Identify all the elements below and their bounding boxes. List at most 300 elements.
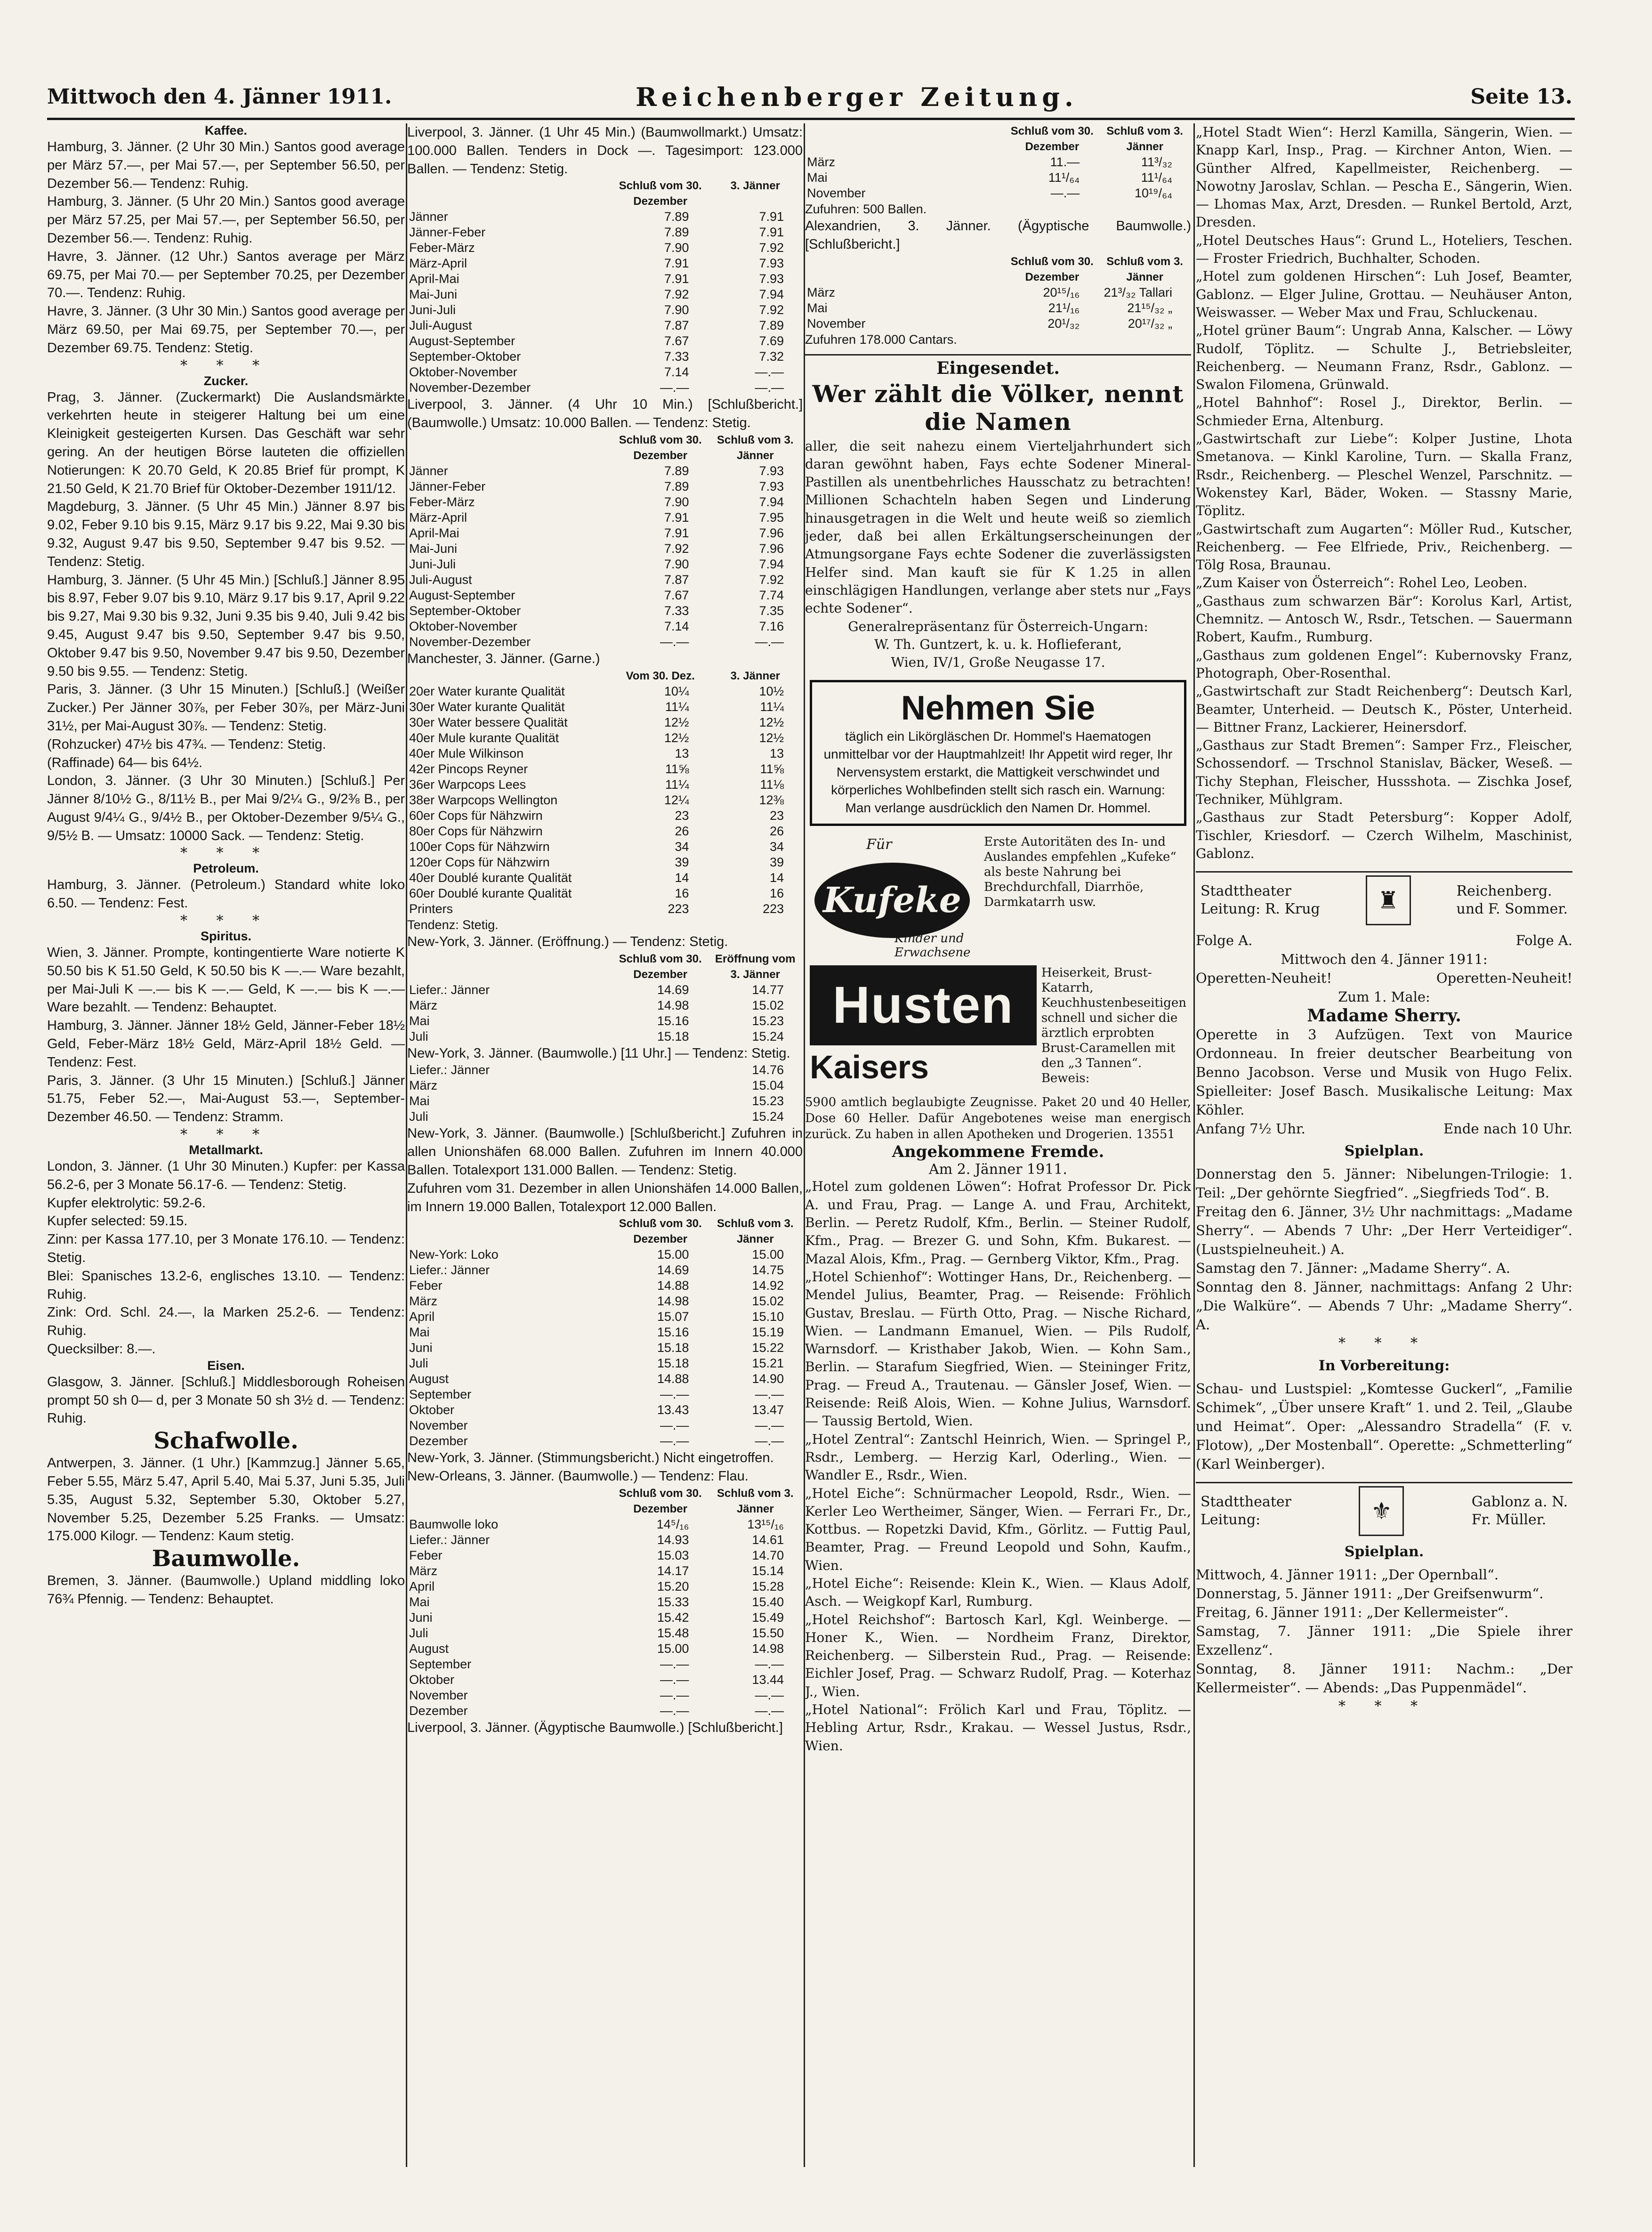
market-report: Wien, 3. Jänner. Prompte, kontingentierte Ware notierte K 50.50 bis K 51.50 Geld, K 50.50 bis K —.— Ware bezahlt, per Mai-Juli K —.— bis K —.— Geld, K —.— bis K —.— Ware bezahlt. — Tendenz: Behauptet.: [47, 945, 405, 1015]
quote-value: 7.90: [664, 241, 689, 255]
masthead: Reichenberger Zeitung.: [636, 82, 1078, 112]
quote-value: 7.14: [664, 365, 689, 380]
column-header: Eröffnung vom 3. Jänner: [715, 952, 796, 981]
column-header: Schluß vom 30. Dezember: [619, 1217, 702, 1246]
arrivals-entry: „Hotel National“: Frölich Karl und Frau, Töplitz. — Hebling Artur, Rsdr., Krakau. — Wessel Justus, Rsdr., Wien.: [805, 1702, 1191, 1754]
arrivals-entry: „Gastwirtschaft zur Stadt Reichenberg“: Deutsch Karl, Beamter, Unterheid. — Deutsch K., Pöster, Unterheid. — Bittner Franz, Lackierer, Heinersdorf.: [1196, 683, 1572, 735]
row-label: 36er Warpcops Lees: [409, 777, 526, 792]
row-label: Baumwolle loko: [409, 1517, 499, 1531]
quote-value: —.—: [660, 1418, 689, 1433]
preparation-text: Schau- und Lustspiel: „Komtesse Guckerl“, „Familie Schimek“, „Über unsere Kraft“ 1. und 2. Teil, „Glaube und Heimat“. Oper: „Alessandro Stradella“ (F. v. Flotow), „Der Mostenball“. Operette: „Schmetterling“ (Karl Weinberger).: [1196, 1381, 1572, 1472]
table-row: [805, 285, 1191, 300]
row-label: März: [409, 1294, 437, 1309]
arrivals-entry: „Hotel zum goldenen Hirschen“: Luh Josef, Beamter, Gablonz. — Elger Juline, Grottau. — Neuhäuser Anton, Weiswasser. — Weber Max und Frau, Schluckenau.: [1196, 268, 1572, 320]
row-label: März: [807, 155, 835, 169]
schedule-entry: Freitag, 6. Jänner 1911: „Der Kellermeister“.: [1196, 1604, 1509, 1621]
table-row: [407, 1657, 803, 1672]
column-ads: [805, 123, 1191, 1755]
quote-value: 21¹⁵/₃₂ „: [1127, 300, 1172, 315]
quote-value: —.—: [755, 1418, 784, 1433]
quote-value: 7.93: [759, 463, 784, 478]
schedule-title: Spielplan.: [1344, 1143, 1424, 1160]
section-title: Metallmarkt.: [189, 1143, 263, 1157]
quote-value: 7.67: [664, 588, 689, 602]
quote-table: [805, 254, 1191, 332]
quote-value: 15.14: [752, 1563, 784, 1578]
quote-value: 15.42: [657, 1610, 689, 1625]
table-row: [407, 333, 803, 349]
quote-value: 14.98: [657, 1294, 689, 1309]
quote-value: 7.91: [664, 256, 689, 271]
market-report: Kupfer elektrolytic: 59.2-6.: [47, 1195, 206, 1211]
separator-stars: * * *: [180, 357, 272, 374]
quote-value: 15.22: [752, 1341, 784, 1355]
quote-value: 34: [675, 839, 689, 854]
quote-value: 15.24: [752, 1109, 784, 1124]
table-row: [407, 225, 803, 240]
row-label: Juni: [409, 1341, 433, 1355]
table-row: [407, 240, 803, 256]
theater-header-reichenberg: [1196, 871, 1572, 928]
row-label: Printers: [409, 901, 453, 916]
schedule-entry: Freitag den 6. Jänner, 3½ Uhr nachmittags: „Madame Sherry“. — Abends 7 Uhr: „Der Herr Verteidiger“. (Lustspielneuheit.) A.: [1196, 1204, 1572, 1258]
row-label: 20er Water kurante Qualität: [409, 684, 565, 698]
quote-value: 23: [675, 808, 689, 823]
table-row: [407, 287, 803, 302]
row-label: Feber: [409, 1278, 443, 1293]
row-label: April-Mai: [409, 272, 459, 286]
row-label: Liefer.: Jänner: [409, 982, 490, 997]
table-row: [407, 1688, 803, 1703]
row-label: Mai: [409, 1594, 430, 1609]
quote-value: 12½: [664, 715, 689, 729]
row-label: Mai-Juni: [409, 541, 458, 556]
quote-value: 11⅛: [760, 777, 784, 792]
logo-tag: Für: [866, 836, 892, 853]
table-row: [407, 256, 803, 271]
schedule-entry: Donnerstag den 5. Jänner: Nibelungen-Trilogie: 1. Teil: „Der gehörnte Siegfried“. „Siegfrieds Tod“. B.: [1196, 1166, 1572, 1201]
table-row: [407, 557, 803, 572]
quote-value: 12½: [664, 730, 689, 745]
advert-text: 5900 amtlich beglaubigte Zeugnisse. Paket 20 und 40 Heller, Dose 60 Heller. Dafür Angebotenes weise man energisch zurück. Zu haben in allen Apotheken und Drogerien. 13551: [805, 1095, 1191, 1142]
quote-value: 12½: [759, 730, 784, 745]
quote-value: 15.03: [657, 1548, 689, 1562]
row-label: November: [409, 1418, 468, 1433]
row-label: November-Dezember: [409, 380, 531, 395]
quote-value: 14.69: [657, 1263, 689, 1278]
row-label: Oktober: [409, 1672, 455, 1687]
table-row: [407, 901, 803, 917]
column-header: Vom 30. Dez.: [626, 669, 695, 682]
market-report: Liverpool, 3. Jänner. (4 Uhr 10 Min.) [Schlußbericht.] (Baumwolle.) Umsatz: 10.000 Ballen. — Tendenz: Stetig.: [407, 397, 803, 431]
quote-value: [613, 1078, 708, 1093]
quote-value: 7.90: [664, 303, 689, 317]
market-report: New-York, 3. Jänner. (Baumwolle.) [Schlußbericht.] Zufuhren in allen Unionshäfen 68.000 Ballen. Zufuhren im Innern 40.000 Ballen. Totalexport 131.000 Ballen. — Tendenz: Stetig.: [407, 1126, 803, 1178]
arrivals-entry: „Hotel Zentral“: Zantschl Heinrich, Wien. — Springel P., Rsdr., Lemberg. — Herzig Karl, Oderling., Wien. — Wandler E., Rsdr., Wien.: [805, 1431, 1191, 1483]
market-report: Havre, 3. Jänner. (12 Uhr.) Santos average per März 69.75, per Mai 70.— per September 70.25, per Dezember 70.—. Tendenz: Ruhig.: [47, 249, 405, 301]
quote-table: [407, 1216, 803, 1449]
market-report: Zinn: per Kassa 177.10, per 3 Monate 176.10. — Tendenz: Stetig.: [47, 1232, 405, 1266]
row-label: 60er Doublé kurante Qualität: [409, 886, 572, 900]
row-label: Juni: [409, 1610, 433, 1625]
quote-value: 20¹⁵/₁₆: [1043, 285, 1080, 299]
table-row: [407, 1625, 803, 1641]
quote-value: 7.91: [664, 526, 689, 540]
table-row: [407, 1262, 803, 1278]
row-label: 38er Warpcops Wellington: [409, 793, 558, 807]
quote-value: 15.49: [752, 1610, 784, 1625]
column-header: [407, 668, 613, 684]
column-header: Schluß vom 30. Dezember: [619, 1487, 702, 1515]
quote-value: 10½: [759, 684, 784, 698]
page-number: Seite 13.: [1470, 85, 1572, 109]
separator-stars: * * *: [180, 845, 272, 862]
column-header: Schluß vom 30. Dezember: [1010, 255, 1094, 283]
advert-text: Erste Autoritäten des In- und Auslandes empfehlen „Kufeke“ als beste Nahrung bei Brechdurchfall, Diarrhöe, Darmkatarrh usw.: [984, 835, 1177, 910]
column-header: Schluß vom 3. Jänner: [1106, 125, 1183, 153]
quote-value: —.—: [755, 634, 784, 649]
quote-value: 11¼: [760, 699, 784, 714]
row-label: Mai: [807, 300, 828, 315]
quote-value: 7.93: [759, 272, 784, 286]
theater-management: Leitung: R. Krug: [1201, 901, 1320, 918]
quote-value: [613, 1109, 708, 1124]
table-row: [407, 839, 803, 855]
quote-value: 7.67: [664, 334, 689, 348]
row-label: 100er Cops für Nähzwirn: [409, 839, 550, 854]
quote-value: 11⅝: [665, 761, 689, 776]
quote-value: 16: [675, 886, 689, 900]
row-label: März: [807, 285, 835, 299]
schedule-entry: Donnerstag, 5. Jänner 1911: „Der Greifsenwurm“.: [1196, 1585, 1544, 1602]
arrivals-entry: „Gastwirtschaft zur Liebe“: Kolper Justine, Lhota Smetanova. — Kinkl Karoline, Turn. — Skalla Franz, Rsdr., Reichenberg. — Pleschel Wenzel, Parschnitz. — Wokenstey Karl, Bäder, Woken. — Stassny Marie, Töplitz.: [1196, 431, 1572, 519]
quote-value: 13.47: [752, 1403, 784, 1417]
theater-label: Stadttheater: [1201, 883, 1291, 900]
advert-hommel: [810, 680, 1186, 826]
row-label: Mai: [409, 1094, 430, 1108]
market-report: (Rohzucker) 47½ bis 47¾. — Tendenz: Stetig.: [47, 736, 326, 752]
quote-value: 14.98: [657, 998, 689, 1012]
quote-value: 11⅝: [760, 761, 784, 776]
table-row: [407, 777, 803, 793]
row-label: New-York: Loko: [409, 1247, 499, 1262]
quote-value: 13¹⁵/₁₆: [747, 1517, 784, 1531]
novelty-label: Operetten-Neuheit!: [1196, 970, 1332, 987]
row-label: Juni-Juli: [409, 303, 456, 317]
separator-stars: * * *: [1338, 1335, 1430, 1352]
notice-text: aller, die seit nahezu einem Vierteljahrhundert sich daran gewöhnt haben, Fays echte Sodener Mineral-Pastillen als unentbehrliches Hausschatz zu betrachten! Millionen Schachteln haben Segen und Linderung hinausgetragen in die Welt und heute weiß so ziemlich jeder, daß bei allen Erkältungserscheinungen der Atmungsorgane Fays echte Sodener die zuverlässigsten Helfer sind. Man kauft sie für K 1.25 in allen einschlägigen Handlungen, verlange aber stets nur „Fays echte Sodener“.: [805, 438, 1191, 616]
row-label: Juli: [409, 1109, 428, 1124]
section-title: Kaffee.: [204, 123, 248, 137]
quote-value: 7.14: [664, 619, 689, 633]
quote-value: 15.18: [657, 1341, 689, 1355]
quote-value: 15.20: [657, 1579, 689, 1593]
table-row: [407, 318, 803, 333]
row-label: Mai: [807, 170, 828, 185]
quote-value: 39: [675, 855, 689, 869]
market-report: Hamburg, 3. Jänner. (2 Uhr 30 Min.) Santos good average per März 57.—, per Mai 57.—, per September 56.50, per Dezember 56.— Tendenz: Ruhig.: [47, 139, 405, 191]
table-row: [407, 1093, 803, 1109]
quote-value: —.—: [755, 1688, 784, 1702]
table-row: [407, 634, 803, 650]
quote-value: —.—: [660, 380, 689, 395]
table-row: [805, 170, 1191, 186]
arrivals-entry: „Hotel zum goldenen Löwen“: Hofrat Professor Dr. Pick A. und Frau, Prag. — Lange A. und Frau, Architekt, Berlin. — Peretz Rudolf, Kfm., Berlin. — Steiner Rudolf, Kfm., Prag. — Brezer G. und Sohn, Kfm. Bukarest. — Mazal Alois, Kfm., Prag. — Gernberg Viktor, Kfm., Prag.: [805, 1179, 1191, 1267]
quote-value: 16: [769, 886, 784, 900]
separator-stars: * * *: [180, 913, 272, 930]
table-row: [407, 1309, 803, 1325]
quote-value: 14.75: [752, 1263, 784, 1278]
table-row: [407, 1078, 803, 1093]
table-row: [407, 699, 803, 715]
column-header: [407, 1486, 613, 1517]
row-label: Liefer.: Jänner: [409, 1263, 490, 1278]
quote-value: 15.19: [752, 1325, 784, 1340]
quote-value: 15.02: [752, 1294, 784, 1309]
quote-value: 13: [769, 746, 784, 760]
table-row: [407, 808, 803, 824]
quote-value: —.—: [660, 1688, 689, 1702]
row-label: 120er Cops für Nähzwirn: [409, 855, 550, 869]
schedule-entry: Sonntag, 8. Jänner 1911: Nachm.: „Der Kellermeister“. — Abends: „Das Puppenmädel“.: [1196, 1661, 1572, 1696]
row-label: 40er Doublé kurante Qualität: [409, 870, 572, 885]
row-label: Jänner: [409, 210, 448, 224]
table-row: [407, 1610, 803, 1625]
market-report: Alexandrien, 3. Jänner. (Ägyptische Baumwolle.) [Schlußbericht.]: [805, 218, 1191, 252]
notice-label: Eingesendet.: [936, 358, 1060, 378]
arrivals-entry: „Gasthaus zum goldenen Engel“: Kubernovsky Franz, Photograph, Ober-Rosenthal.: [1196, 647, 1572, 681]
quote-value: 7.91: [664, 510, 689, 525]
header-rule: [47, 118, 1575, 120]
theater-name: [1201, 1493, 1291, 1529]
column-header: Schluß vom 30. Dezember: [1010, 125, 1094, 153]
row-label: Liefer.: Jänner: [409, 1532, 490, 1547]
row-label: 60er Cops für Nähzwirn: [409, 808, 543, 823]
quote-value: 15.16: [657, 1325, 689, 1340]
quote-value: 7.89: [759, 318, 784, 333]
row-label: November: [409, 1688, 468, 1702]
quote-value: 10¹⁹/₆₄: [1135, 186, 1172, 200]
theater-city-label: Gablonz a. N.: [1471, 1494, 1568, 1511]
quote-value: 15.50: [752, 1625, 784, 1640]
table-row: [407, 793, 803, 808]
arrivals-entry: „Hotel Deutsches Haus“: Grund L., Hoteliers, Teschen. — Froster Friedrich, Buchhalter, Schoden.: [1196, 232, 1572, 267]
market-report: New-York, 3. Jänner. (Eröffnung.) — Tendenz: Stetig.: [407, 934, 728, 949]
market-report: Quecksilber: 8.—.: [47, 1342, 156, 1357]
theater-management: Fr. Müller.: [1471, 1512, 1547, 1528]
quote-value: 14: [675, 870, 689, 885]
quote-value: —.—: [1050, 186, 1080, 200]
arrivals-entry: „Zum Kaiser von Österreich“: Rohel Leo, Leoben.: [1196, 575, 1528, 591]
play-title: Madame Sherry.: [1307, 1006, 1461, 1026]
table-row: [407, 541, 803, 557]
column-header: [407, 432, 613, 463]
quote-value: —.—: [660, 1672, 689, 1687]
quote-table: [407, 668, 803, 917]
table-row: [407, 1563, 803, 1579]
quote-value: 7.95: [759, 510, 784, 525]
market-report: Havre, 3. Jänner. (3 Uhr 30 Min.) Santos good average per März 69.50, per Mai 69.75, per September 70.—, per Dezember 69.75. Tendenz: Stetig.: [47, 304, 405, 356]
quote-value: 7.92: [759, 241, 784, 255]
column-header: Schluß vom 30. Dezember: [619, 179, 702, 208]
quote-value: —.—: [755, 1434, 784, 1448]
quote-value: 7.90: [664, 557, 689, 571]
theater-program: [1196, 931, 1572, 1473]
column-header: [805, 123, 1006, 154]
row-label: Feber: [409, 1548, 443, 1562]
column-header: [805, 254, 1006, 285]
row-label: Juli: [409, 1356, 428, 1371]
end-time: Ende nach 10 Uhr.: [1443, 1121, 1572, 1137]
arrivals-entry: „Gasthaus zum schwarzen Bär“: Korolus Karl, Artist, Chemnitz. — Antosch W., Rsdr., Tetschen. — Sauermann Robert, Kaufm., Rumburg.: [1196, 593, 1572, 645]
column-header: Schluß vom 3. Jänner: [717, 1217, 794, 1246]
column-header: Schluß vom 30. Dezember: [619, 952, 702, 981]
market-report: Liverpool, 3. Jänner. (1 Uhr 45 Min.) (Baumwollmarkt.) Umsatz: 100.000 Ballen. Tenders in Dock —. Tagesimport: 123.000 Ballen. — Tendenz: Stetig.: [407, 125, 803, 177]
quote-value: 14.77: [752, 982, 784, 997]
quote-value: 13.43: [657, 1403, 689, 1417]
row-label: Jänner: [409, 463, 448, 478]
theater-program: [1196, 1543, 1572, 1716]
market-report: Prag, 3. Jänner. (Zuckermarkt) Die Auslandsmärkte verkehrten heute in steigerer Haltung bei um eine Kleinigkeit gesteigerten Kursen. Das Geschäft war sehr gering. An der heutigen Börse lauteten die offiziellen Notierungen: K 20.70 Geld, K 20.85 Brief für prompt, K 21.50 Geld, K 21.70 Brief für Oktober-Dezember 1911/12.: [47, 389, 405, 496]
page-header: [47, 80, 1572, 118]
row-label: Juli-August: [409, 318, 472, 333]
theater-header-gablonz: [1196, 1482, 1572, 1539]
market-report: (Raffinade) 64— bis 64½.: [47, 755, 202, 770]
quote-value: 7.94: [759, 557, 784, 571]
row-label: März: [409, 1563, 437, 1578]
arrivals-entry: „Gastwirtschaft zum Augarten“: Möller Rud., Kutscher, Reichenberg. — Fee Elfriede, Priv., Reichenberg. — Tölg Rosa, Braunau.: [1196, 521, 1572, 573]
arrivals-entry: „Gasthaus zur Stadt Petersburg“: Kopper Adolf, Tischler, Kriesdorf. — Czerch Wilhelm, Maschinist, Gablonz.: [1196, 809, 1572, 861]
quote-value: 15.00: [657, 1641, 689, 1656]
quote-value: 14.88: [657, 1372, 689, 1386]
quote-value: 15.48: [657, 1625, 689, 1640]
novelty-label: Operetten-Neuheit!: [1436, 970, 1572, 987]
quote-value: 7.69: [759, 334, 784, 348]
row-label: 30er Water kurante Qualität: [409, 699, 565, 714]
quote-table: [407, 951, 803, 1044]
theater-management: und F. Sommer.: [1456, 901, 1568, 918]
quote-value: 7.92: [664, 541, 689, 556]
arrivals-entry: „Hotel Stadt Wien“: Herzl Kamilla, Sängerin, Wien. — Knapp Karl, Insp., Prag. — Kirchner Anton, Wien. — Günther Alfred, Kapellmeister, Reichenberg. — Nowotny Jaroslav, Schlan. — Pescha E., Sängerin, Wien. — Lhomas Max, Arzt, Dresden. — Runkel Bertold, Arzt, Dresden.: [1196, 124, 1572, 230]
table-row: [407, 364, 803, 380]
market-report: Glasgow, 3. Jänner. [Schluß.] Middlesborough Roheisen prompt 50 sh 0— d, per 3 Monate 50 sh 3½ d. — Tendenz: Ruhig.: [47, 1374, 405, 1426]
theater-city: [1457, 882, 1568, 918]
arrivals-entry: „Hotel Bahnhof“: Rosel J., Direktor, Berlin. — Schmieder Erna, Altenburg.: [1196, 395, 1572, 429]
quote-value: 14.90: [752, 1372, 784, 1386]
quote-value: 15.23: [752, 1013, 784, 1028]
column-divider: [1193, 123, 1195, 2167]
notice-headline: Wer zählt die Völker, nennt die Namen: [812, 380, 1184, 436]
schedule-entry: Sonntag den 8. Jänner, nachmittags: Anfang 2 Uhr: „Die Walküre“. — Abends 7 Uhr: „Madame Sherry“. A.: [1196, 1279, 1572, 1333]
table-row: [407, 380, 803, 396]
quote-value: 7.16: [759, 619, 784, 633]
row-label: 40er Mule Wilkinson: [409, 746, 524, 760]
quote-value: 7.92: [664, 287, 689, 302]
quote-value: 21³/₃₂ Tallari: [1104, 285, 1172, 299]
table-row: [407, 998, 803, 1013]
kaisers-logo: [810, 965, 1037, 1086]
quote-value: 7.93: [759, 256, 784, 271]
table-row: [407, 302, 803, 318]
column-header: [407, 1216, 613, 1247]
market-report: New-York, 3. Jänner. (Stimmungsbericht.) Nicht eingetroffen.: [407, 1450, 774, 1466]
row-label: 80er Cops für Nähzwirn: [409, 824, 543, 838]
table-row: [407, 1387, 803, 1402]
row-label: August-September: [409, 334, 516, 348]
table-row: [407, 209, 803, 225]
section-title: Spiritus.: [200, 929, 251, 944]
table-row: [407, 1402, 803, 1418]
table-row: [407, 1294, 803, 1309]
theater-management: Leitung:: [1201, 1512, 1261, 1528]
quote-value: 15.28: [752, 1579, 784, 1593]
table-row: [407, 572, 803, 588]
quote-value: 7.89: [664, 225, 689, 240]
row-label: Juli: [409, 1625, 428, 1640]
quote-value: 7.96: [759, 541, 784, 556]
quote-value: 7.35: [759, 603, 784, 618]
table-row: [407, 1029, 803, 1044]
quote-value: 15.23: [752, 1094, 784, 1108]
row-label: Juli: [409, 1029, 428, 1043]
quote-value: —.—: [755, 1657, 784, 1671]
quote-value: 7.87: [664, 318, 689, 333]
section-title: Baumwolle.: [152, 1545, 300, 1572]
row-label: 30er Water bessere Qualität: [409, 715, 568, 729]
city-crest-icon: ♜: [1366, 875, 1411, 925]
table-row: [407, 479, 803, 494]
table-row: [407, 1278, 803, 1294]
quote-value: —.—: [660, 1434, 689, 1448]
row-label: Dezember: [409, 1703, 468, 1718]
quote-value: 14.70: [752, 1548, 784, 1562]
quote-value: 15.18: [657, 1029, 689, 1043]
table-row: [407, 1641, 803, 1657]
market-report: Kupfer selected: 59.15.: [47, 1213, 188, 1229]
section-title: Petroleum.: [193, 861, 259, 876]
logo-tag: Kinder und Erwachsene: [894, 931, 971, 960]
schedule-entry: Mittwoch, 4. Jänner 1911: „Der Opernball“.: [1196, 1567, 1499, 1583]
table-row: [407, 603, 803, 619]
quote-value: 7.96: [759, 526, 784, 540]
quote-table: [407, 178, 803, 396]
row-label: Mai-Juni: [409, 287, 458, 302]
table-row: [407, 982, 803, 998]
row-label: 42er Pincops Reyner: [409, 761, 528, 776]
table-row: [805, 316, 1191, 332]
supply-note: Zufuhren 178.000 Cantars.: [805, 332, 957, 347]
program-date: Mittwoch den 4. Jänner 1911:: [1281, 951, 1488, 968]
table-row: [407, 526, 803, 541]
schedule-entry: Samstag den 7. Jänner: „Madame Sherry“. A.: [1196, 1260, 1511, 1277]
table-row: [407, 1062, 803, 1078]
row-label: März: [409, 1078, 437, 1093]
quote-value: 15.16: [657, 1013, 689, 1028]
advert-text: täglich ein Likörgläschen Dr. Hommel's Haematogen unmittelbar vor der Hauptmahlzeit! Ihr Appetit wird reger, Ihr Nervensystem erstarkt, die Mattigkeit verschwindet und körperliches Wohlbefinden stellt sich rasch ein. Warnung: Man verlange ausdrücklich den Namen Dr. Hommel.: [823, 729, 1173, 816]
column-cotton: [407, 123, 803, 1737]
quote-table: [805, 123, 1191, 201]
schedule-entry: Samstag, 7. Jänner 1911: „Die Spiele ihrer Exzellenz“.: [1196, 1623, 1572, 1658]
table-row: [407, 1109, 803, 1124]
table-row: [805, 300, 1191, 316]
table-row: [407, 1325, 803, 1340]
row-label: Oktober-November: [409, 619, 517, 633]
market-report: Bremen, 3. Jänner. (Baumwolle.) Upland middling loko 76¾ Pfennig. — Tendenz: Behauptet.: [47, 1573, 405, 1607]
quote-value: 15.21: [752, 1356, 784, 1371]
theater-city: [1472, 1493, 1568, 1529]
market-report: Manchester, 3. Jänner. (Garne.): [407, 651, 600, 666]
row-label: 40er Mule kurante Qualität: [409, 730, 559, 745]
